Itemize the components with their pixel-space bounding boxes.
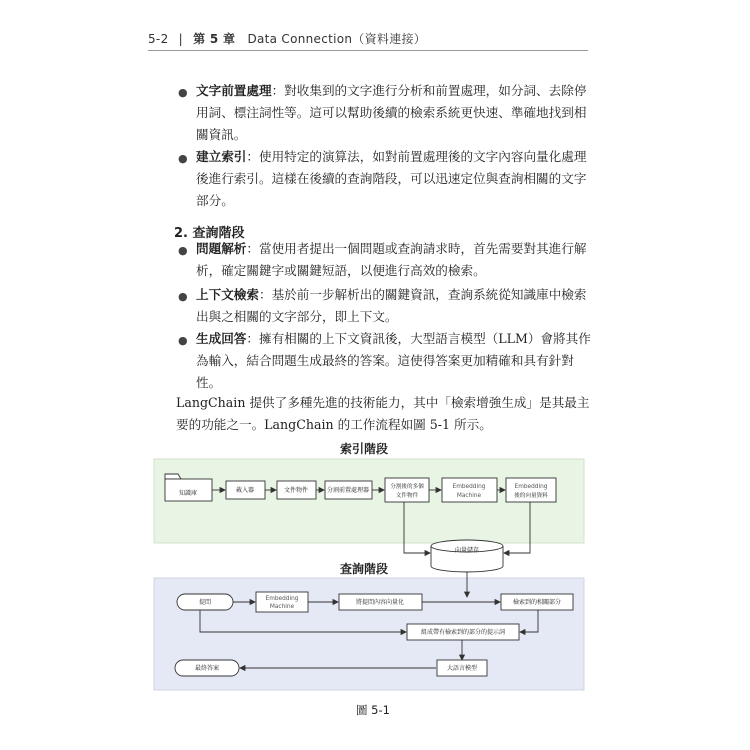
bullet-dot: ●	[178, 334, 188, 347]
split-docs-label-1: 分割後的多個	[390, 484, 424, 490]
emb1-label-2: Machine	[456, 493, 482, 499]
page-number: 5-2	[148, 32, 169, 46]
diagram-query-title: 查詢階段	[340, 562, 389, 576]
vector-store-label: 向量儲存	[454, 547, 480, 554]
bullet-dot: ●	[178, 152, 188, 165]
bullet-dot: ●	[178, 244, 188, 257]
vec-label-1: Embedding	[514, 484, 548, 490]
section-heading-query: 2. 查詢階段	[174, 226, 245, 241]
retrieved-label: 檢索到的相關部分	[512, 599, 562, 606]
loader-label: 載入器	[235, 487, 255, 494]
bullet-text-index: 建立索引：使用特定的演算法，如對前置處理後的文字內容向量化處理後進行索引。這樣在後續的查詢階段，可以迅速定位與查詢相關的文字部分。	[196, 149, 587, 208]
bullet-text-parse: 問題解析：當使用者提出一個問題或查詢請求時，首先需要對其進行解析，確定關鍵字或關鍵短語，以便進行高效的檢索。	[196, 241, 587, 278]
bullet-text-preprocess: 文字前置處理：對收集到的文字進行分析和前置處理，如分詞、去除停用詞、標注詞性等。這可以幫助後續的檢索系統更快速、準確地找到相關資訊。	[196, 83, 587, 142]
bullet-text-retrieve: 上下文檢索：基於前一步解析出的關鍵資訊，查詢系統從知識庫中檢索出與之相關的文字部分，即上下文。	[196, 287, 587, 324]
llm-label: 大語言模型	[446, 665, 478, 672]
bullet-text-generate: 生成回答：擁有相關的上下文資訊後，大型語言模型（LLM）會將其作為輸入，結合問題生成最終的答案。這使得答案更加精確和具有針對性。	[196, 331, 591, 390]
question-label: 提問	[198, 599, 212, 606]
splitter-label: 分割前置處理器	[326, 487, 370, 494]
query-vectorize-label: 將提問內容向量化	[355, 599, 405, 606]
body-paragraph: LangChain 提供了多種先進的技術能力，其中「檢索增強生成」是其最主要的功能之一。LangChain 的工作流程如圖 5-1 所示。	[176, 395, 590, 432]
knowledge-base-folder-icon	[165, 474, 181, 479]
vec-label-2: 後的向量資料	[514, 493, 548, 499]
document-label: 文件物件	[283, 487, 309, 494]
bullet-dot: ●	[178, 290, 188, 303]
bullet-dot: ●	[178, 86, 188, 99]
prompt-label: 組成帶有檢索到的部分的提示詞	[420, 629, 506, 636]
kb-label: 知識庫	[178, 490, 198, 497]
split-docs-label-2: 文件物件	[395, 493, 419, 499]
diagram-index-title: 索引階段	[340, 442, 389, 456]
emb2-label-2: Machine	[269, 604, 295, 610]
emb2-label-1: Embedding	[265, 596, 299, 602]
answer-label: 最終答案	[194, 665, 220, 672]
header-separator: |	[178, 32, 183, 46]
emb1-label-1: Embedding	[452, 484, 486, 490]
figure-caption: 圖 5-1	[356, 703, 390, 717]
chapter-label: 第 5 章	[193, 32, 236, 46]
chapter-title: Data Connection（資料連接）	[247, 32, 427, 46]
